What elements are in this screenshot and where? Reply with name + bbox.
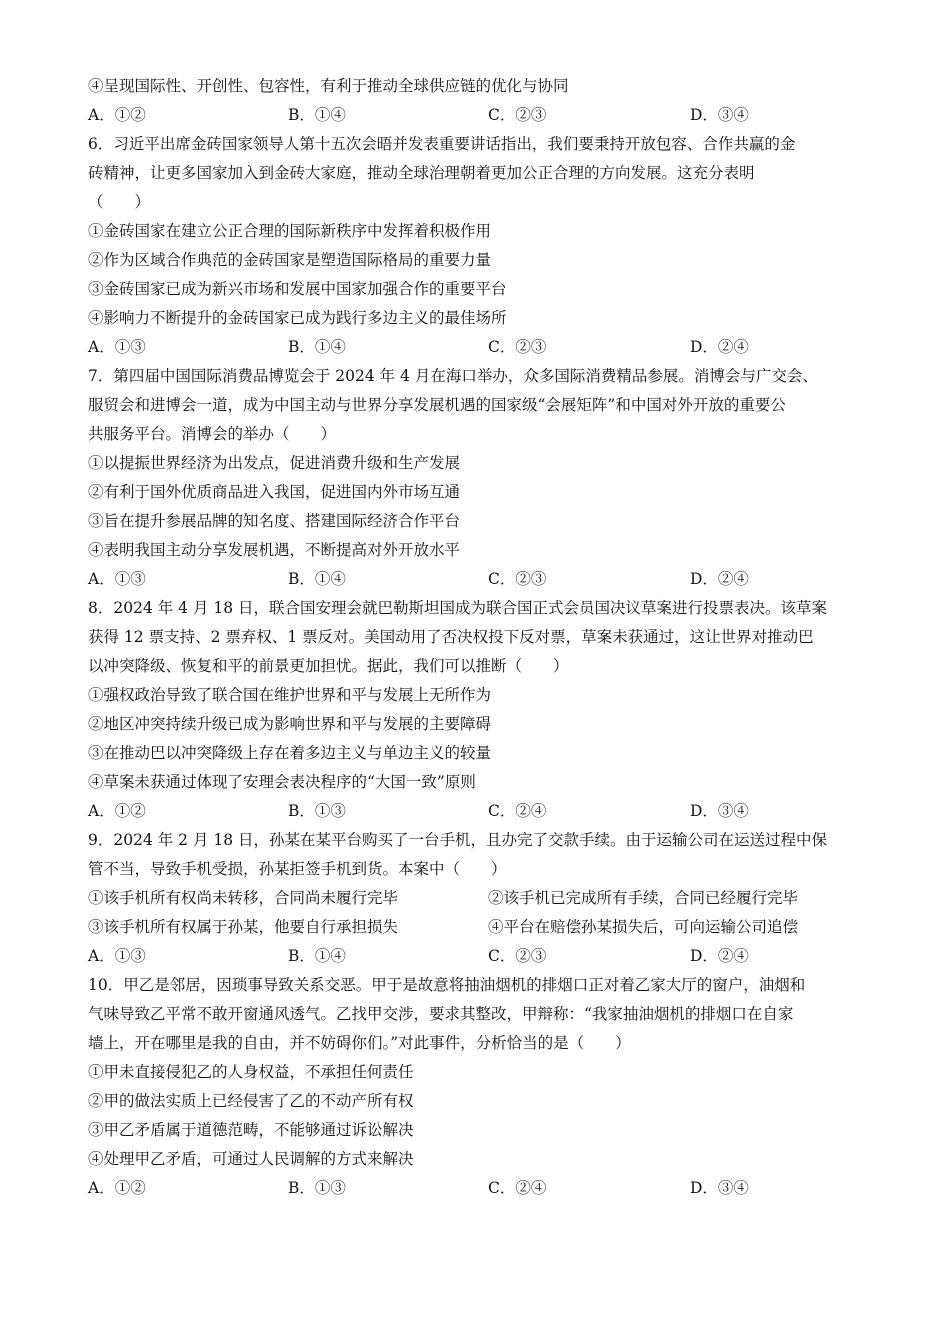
q10-item-1: ①甲未直接侵犯乙的人身权益，不承担任何责任 bbox=[88, 1063, 414, 1081]
q8-stem-line-2: 获得 12 票支持、2 票弃权、1 票反对。美国动用了否决权投下反对票，草案未获通过，这让世界对推动巴 bbox=[88, 628, 814, 646]
q6-item-3: ③金砖国家已成为新兴市场和发展中国家加强合作的重要平台 bbox=[88, 280, 507, 298]
q10-option-c: C．②④ bbox=[488, 1179, 547, 1197]
q7-item-1: ①以提振世界经济为出发点，促进消费升级和生产发展 bbox=[88, 454, 461, 472]
q9-option-b: B．①④ bbox=[288, 947, 346, 965]
q7-option-b: B．①④ bbox=[288, 570, 346, 588]
q6-item-4: ④影响力不断提升的金砖国家已成为践行多边主义的最佳场所 bbox=[88, 309, 507, 327]
q5-item-4: ④呈现国际性、开创性、包容性，有利于推动全球供应链的优化与协同 bbox=[88, 77, 569, 95]
q9-item-2: ②该手机已完成所有手续，合同已经履行完毕 bbox=[488, 889, 799, 907]
q8-option-a: A．①② bbox=[88, 802, 146, 820]
q8-option-d: D．③④ bbox=[690, 802, 749, 820]
q9-items-row-2 bbox=[88, 917, 868, 937]
q9-option-c: C．②③ bbox=[488, 947, 547, 965]
q7-item-2: ②有利于国外优质商品进入我国，促进国内外市场互通 bbox=[88, 483, 461, 501]
q9-item-1: ①该手机所有权尚未转移，合同尚未履行完毕 bbox=[88, 889, 399, 907]
q6-option-a: A．①③ bbox=[88, 338, 146, 356]
q7-stem-line-1: 7．第四届中国国际消费品博览会于 2024 年 4 月在海口举办，众多国际消费精品参展。消博会与广交会、 bbox=[88, 367, 818, 385]
q6-option-c: C．②③ bbox=[488, 338, 547, 356]
q9-options bbox=[88, 946, 868, 966]
q10-option-b: B．①③ bbox=[288, 1179, 346, 1197]
q5-option-d: D．③④ bbox=[690, 106, 749, 124]
q10-item-3: ③甲乙矛盾属于道德范畴，不能够通过诉讼解决 bbox=[88, 1121, 414, 1139]
q10-stem-line-1: 10．甲乙是邻居，因琐事导致关系交恶。甲于是故意将抽油烟机的排烟口正对着乙家大厅的窗户，油烟和 bbox=[88, 976, 806, 994]
q7-stem-line-2: 服贸会和进博会一道，成为中国主动与世界分享发展机遇的国家级“会展矩阵”和中国对外开放的重要公 bbox=[88, 396, 786, 414]
q10-item-2: ②甲的做法实质上已经侵害了乙的不动产所有权 bbox=[88, 1092, 414, 1110]
q6-option-d: D．②④ bbox=[690, 338, 749, 356]
q9-stem-line-2: 管不当，导致手机受损，孙某拒签手机到货。本案中（ ） bbox=[88, 860, 507, 878]
q9-option-a: A．①③ bbox=[88, 947, 146, 965]
q9-option-d: D．②④ bbox=[690, 947, 749, 965]
q8-option-c: C．②④ bbox=[488, 802, 547, 820]
q7-item-3: ③旨在提升参展品牌的知名度、搭建国际经济合作平台 bbox=[88, 512, 461, 530]
q8-stem-line-3: 以冲突降级、恢复和平的前景更加担忧。据此，我们可以推断（ ） bbox=[88, 657, 569, 675]
q6-stem-line-1: 6．习近平出席金砖国家领导人第十五次会晤并发表重要讲话指出，我们要秉持开放包容、合作共赢的金 bbox=[88, 135, 796, 153]
q6-option-b: B．①④ bbox=[288, 338, 346, 356]
q9-items-row-1 bbox=[88, 888, 868, 908]
q7-option-d: D．②④ bbox=[690, 570, 749, 588]
q9-item-4: ④平台在赔偿孙某损失后，可向运输公司追偿 bbox=[488, 918, 799, 936]
q7-stem-line-3: 共服务平台。消博会的举办（ ） bbox=[88, 425, 337, 443]
q5-options bbox=[88, 105, 868, 125]
q6-item-2: ②作为区域合作典范的金砖国家是塑造国际格局的重要力量 bbox=[88, 251, 492, 269]
q9-stem-line-1: 9．2024 年 2 月 18 日，孙某在某平台购买了一台手机，且办完了交款手续。由于运输公司在运送过程中保 bbox=[88, 831, 828, 849]
q8-options bbox=[88, 801, 868, 821]
q8-item-2: ②地区冲突持续升级已成为影响世界和平与发展的主要障碍 bbox=[88, 715, 492, 733]
q7-option-c: C．②③ bbox=[488, 570, 547, 588]
q8-item-4: ④草案未获通过体现了安理会表决程序的“大国一致”原则 bbox=[88, 773, 476, 791]
q7-item-4: ④表明我国主动分享发展机遇，不断提高对外开放水平 bbox=[88, 541, 461, 559]
q7-options bbox=[88, 569, 868, 589]
q8-item-3: ③在推动巴以冲突降级上存在着多边主义与单边主义的较量 bbox=[88, 744, 492, 762]
q6-item-1: ①金砖国家在建立公正合理的国际新秩序中发挥着积极作用 bbox=[88, 222, 492, 240]
q5-option-c: C．②③ bbox=[488, 106, 547, 124]
q7-option-a: A．①③ bbox=[88, 570, 146, 588]
q8-item-1: ①强权政治导致了联合国在维护世界和平与发展上无所作为 bbox=[88, 686, 492, 704]
q6-options bbox=[88, 337, 868, 357]
q6-stem-line-2: 砖精神，让更多国家加入到金砖大家庭，推动全球治理朝着更加公正合理的方向发展。这充分表明 bbox=[88, 164, 755, 182]
q10-stem-line-2: 气味导致乙平常不敢开窗通风透气。乙找甲交涉，要求其整改，甲辩称：“我家抽油烟机的排烟口在自家 bbox=[88, 1005, 794, 1023]
q9-item-3: ③该手机所有权属于孙某，他要自行承担损失 bbox=[88, 918, 399, 936]
q10-options bbox=[88, 1178, 868, 1198]
q10-option-d: D．③④ bbox=[690, 1179, 749, 1197]
q5-option-b: B．①④ bbox=[288, 106, 346, 124]
q10-item-4: ④处理甲乙矛盾，可通过人民调解的方式来解决 bbox=[88, 1150, 414, 1168]
q10-stem-line-3: 墙上，开在哪里是我的自由，并不妨碍你们。”对此事件，分析恰当的是（ ） bbox=[88, 1034, 631, 1052]
q6-stem-line-3: （ ） bbox=[88, 193, 151, 211]
q5-option-a: A．①② bbox=[88, 106, 146, 124]
q8-stem-line-1: 8．2024 年 4 月 18 日，联合国安理会就巴勒斯坦国成为联合国正式会员国决议草案进行投票表决。该草案 bbox=[88, 599, 828, 617]
q8-option-b: B．①③ bbox=[288, 802, 346, 820]
q10-option-a: A．①② bbox=[88, 1179, 146, 1197]
